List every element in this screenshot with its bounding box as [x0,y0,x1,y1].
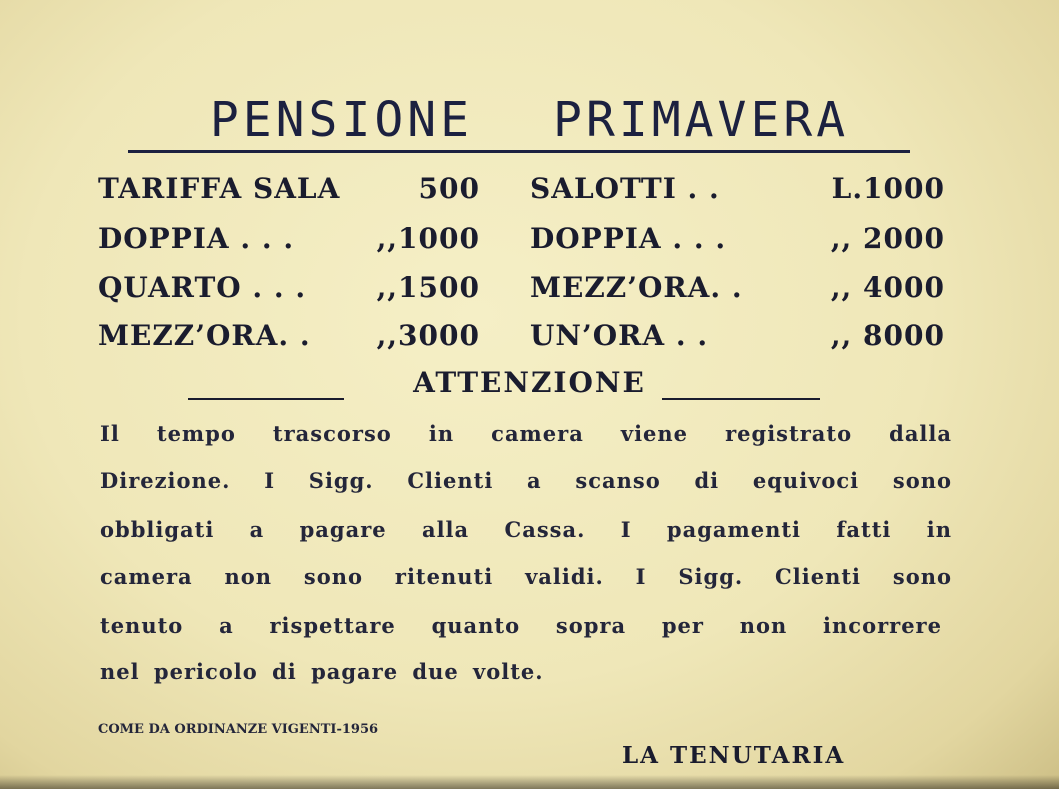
signature-line: LA TENUTARIA [622,742,846,769]
notice-line: tenuto a rispettare quanto sopra per non incorrere [100,613,942,638]
notice-line: camera non sono ritenuti validi. I Sigg. Clienti sono [100,564,952,589]
tariff-label-mezzora-right: MEZZ’ORA. . [530,271,743,304]
tariff-value-quarto: ,,1500 [376,271,480,304]
tariff-value-mezzora-right: ,, 4000 [830,271,945,304]
tariff-label-doppia-right: DOPPIA . . . [530,222,727,255]
notice-line: Direzione. I Sigg. Clienti a scanso di equivoci sono [100,468,952,493]
attention-heading: ATTENZIONE [413,366,646,399]
tariff-value-doppia-left: ,,1000 [376,222,480,255]
tariff-label-doppia-left: DOPPIA . . . [98,222,295,255]
tariff-value-salotti: L.1000 [831,172,945,205]
tariff-label-quarto: QUARTO . . . [98,271,307,304]
tariff-label-mezzora-left: MEZZ’ORA. . [98,319,311,352]
sign-title [0,92,1059,148]
tariff-value-unora: ,, 8000 [830,319,945,352]
title-underline [128,150,910,153]
notice-line: obbligati a pagare alla Cassa. I pagamenti fatti in [100,517,952,542]
tariff-value-mezzora-left: ,,3000 [376,319,480,352]
tariff-value-sala: 500 [418,172,480,205]
tariff-label-salotti: SALOTTI . . [530,172,720,205]
tariff-label-unora: UN’ORA . . [530,319,709,352]
notice-line: nel pericolo di pagare due volte. [100,659,544,684]
title-word-pensione: PENSIONE [209,92,474,148]
attention-rule-right [662,398,820,400]
title-word-primavera: PRIMAVERA [553,92,850,148]
notice-line: Il tempo trascorso in camera viene registrato dalla [100,421,952,446]
tariff-value-doppia-right: ,, 2000 [830,222,945,255]
tariff-label-sala: TARIFFA SALA [98,172,341,205]
ordinance-note: COME DA ORDINANZE VIGENTI-1956 [98,722,379,737]
